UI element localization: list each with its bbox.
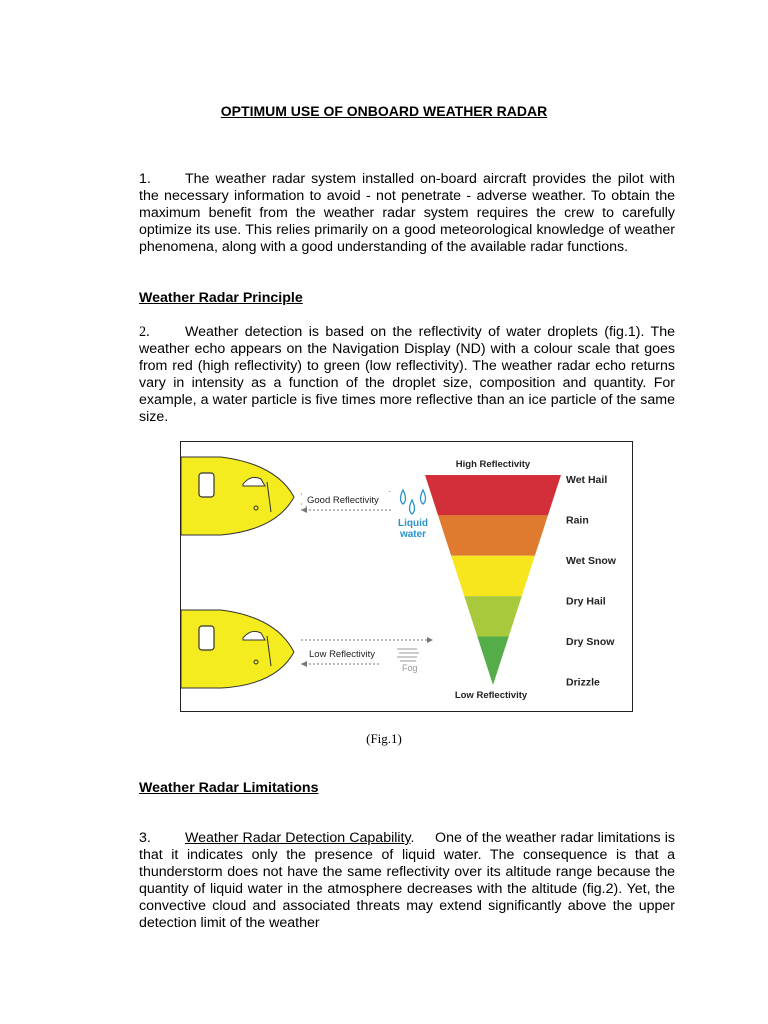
aircraft-window-lower bbox=[199, 626, 214, 650]
figure-caption: (Fig.1) bbox=[366, 731, 402, 746]
low-reflectivity-bottom-label: Low Reflectivity bbox=[454, 690, 528, 701]
reflectivity-band-labels bbox=[566, 474, 617, 689]
band-label-wet-snow: Wet Snow bbox=[566, 555, 616, 567]
paragraph-text: Weather detection is based on the reflectivity of water droplets (fig.1). The weather echo appears on the Navigation Display (ND) with a colour scale that goes from red (high reflectivity) to green (low reflectivity). The weather radar echo returns vary in intensity as a function of the droplet size, composition and quantity. For example, a water particle is five times more reflective than an ice particle of the same size. bbox=[139, 324, 675, 425]
paragraph-1 bbox=[139, 171, 675, 256]
band-label-dry-hail: Dry Hail bbox=[566, 595, 606, 608]
band-label-drizzle: Drizzle bbox=[566, 676, 600, 689]
paragraph-2 bbox=[139, 324, 675, 426]
paragraph-subtitle: Weather Radar Detection Capability bbox=[185, 830, 411, 846]
low-reflectivity-label: Low Reflectivity bbox=[309, 649, 375, 660]
aircraft-window-upper bbox=[199, 473, 214, 497]
paragraph-text: One of the weather radar limitations is that it indicates only the presence of liquid water. The consequence is that a thunderstorm does not have the same reflectivity over its altitude range because the quantity of liquid water in the atmosphere decreases with the altitude (fig.2). Yet, the convective cloud and associated threats may extend significantly above the upper detection limit of the weather bbox=[139, 830, 676, 931]
cone-band-dry-snow bbox=[477, 637, 508, 685]
cone-band-dry-hail bbox=[464, 596, 522, 636]
cone-band-wet-hail bbox=[425, 475, 561, 515]
aircraft-nose-upper bbox=[181, 457, 294, 535]
page-title: OPTIMUM USE OF ONBOARD WEATHER RADAR bbox=[220, 103, 548, 119]
aircraft-nose-lower bbox=[181, 610, 294, 688]
good-reflectivity-label: Good Reflectivity bbox=[307, 495, 379, 506]
cone-band-wet-snow bbox=[451, 556, 535, 596]
paragraph-text: The weather radar system installed on-board aircraft provides the pilot with the necessary information to avoid - not penetrate - adverse weather. To obtain the maximum benefit from the weather radar system requires the crew to carefully optimize its use. This relies primarily on a good meteorological knowledge of weather phenomena, along with a good understanding of the available radar functions. bbox=[139, 171, 675, 255]
water-drops-icon bbox=[401, 490, 426, 514]
band-label-dry-snow: Dry Snow bbox=[566, 636, 615, 648]
paragraph-number: 2. bbox=[139, 324, 150, 340]
cone-band-rain bbox=[438, 515, 548, 555]
fog-label: Fog bbox=[402, 663, 418, 673]
high-reflectivity-label: High Reflectivity bbox=[455, 459, 531, 470]
figure-1 bbox=[180, 441, 633, 712]
paragraph-3 bbox=[139, 830, 675, 932]
subtitle-period: . bbox=[410, 830, 436, 846]
liquid-label: Liquid bbox=[398, 518, 428, 529]
reflectivity-diagram bbox=[181, 442, 632, 711]
section-heading-limitations: Weather Radar Limitations bbox=[139, 780, 319, 796]
band-label-wet-hail: Wet Hail bbox=[566, 474, 608, 486]
water-label: water bbox=[399, 529, 427, 540]
band-label-rain: Rain bbox=[566, 514, 589, 527]
reflectivity-cone bbox=[425, 475, 561, 685]
paragraph-number: 3. bbox=[139, 830, 151, 846]
paragraph-number: 1. bbox=[139, 171, 151, 187]
section-heading-principle: Weather Radar Principle bbox=[139, 290, 303, 306]
fog-icon bbox=[397, 649, 419, 661]
